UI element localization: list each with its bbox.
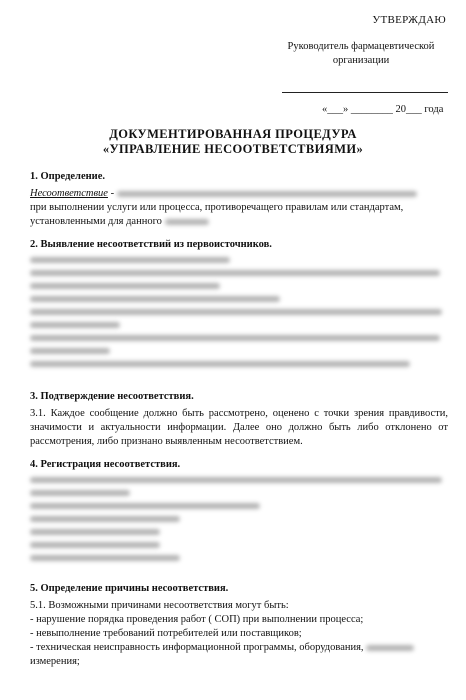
redacted-line [30, 516, 180, 522]
section-1-line3 [30, 215, 448, 229]
section-5-item: измерения; [30, 656, 80, 667]
section-1-term-suffix: - [107, 188, 117, 199]
section-cause [30, 582, 448, 669]
redacted-line [30, 270, 440, 276]
redacted-line [30, 477, 442, 483]
redacted-text [366, 645, 414, 651]
section-1-term: Несоответствие [30, 188, 108, 199]
redacted-line [30, 503, 260, 509]
section-5-item: - нарушение порядка проведения работ ( СОП) при выполнении процесса; [30, 614, 364, 625]
redacted-line [30, 296, 280, 302]
section-5-item [30, 641, 448, 655]
document-title [0, 127, 466, 157]
redacted-line [30, 490, 130, 496]
redacted-line [30, 542, 160, 548]
section-5-intro: 5.1. Возможными причинами несоответствия могут быть: [30, 600, 289, 611]
redacted-text [165, 219, 209, 225]
redacted-line [30, 335, 440, 341]
section-1-line3-text: установленными для данного [30, 216, 165, 227]
section-5-heading: 5. Определение причины несоответствия. [30, 583, 229, 594]
section-confirmation [30, 390, 448, 449]
section-1-line2: при выполнении услуги или процесса, противоречащего правилам или стандартам, [30, 202, 404, 213]
approval-role [266, 40, 456, 68]
section-3-text: 3.1. Каждое сообщение должно быть рассмотрено, оценено с точки зрения правдивости, значимости и актуальности информации. Далее оно должно быть либо отклонено от рассмотрения, либо признано выявленным несоответствием. [30, 408, 448, 447]
redacted-line [30, 283, 220, 289]
section-4-heading: 4. Регистрация несоответствия. [30, 459, 181, 470]
section-2-redacted-body [30, 257, 448, 367]
redacted-line [30, 529, 160, 535]
section-1-line1 [30, 187, 448, 201]
approval-title: УТВЕРЖДАЮ [372, 14, 446, 26]
redacted-line [30, 309, 442, 315]
approval-role-line1: Руководитель фармацевтической [287, 41, 435, 52]
document-title-line1: ДОКУМЕНТИРОВАННАЯ ПРОЦЕДУРА [109, 127, 357, 141]
document-title-line2: «УПРАВЛЕНИЕ НЕСООТВЕТСТВИЯМИ» [102, 142, 364, 156]
approval-role-line2: организации [332, 55, 390, 66]
redacted-line [30, 348, 110, 354]
redacted-text [117, 191, 417, 197]
section-3-heading: 3. Подтверждение несоответствия. [30, 391, 194, 402]
section-5-item: - невыполнение требований потребителей или поставщиков; [30, 628, 302, 639]
section-4-redacted-body [30, 477, 448, 561]
approval-date: «___» ________ 20___ года [322, 104, 444, 115]
redacted-line [30, 322, 120, 328]
redacted-line [30, 361, 410, 367]
redacted-line [30, 257, 230, 263]
redacted-line [30, 555, 180, 561]
section-detection [30, 238, 448, 374]
section-2-heading: 2. Выявление несоответствий из первоисточников. [30, 239, 272, 250]
signature-line [282, 92, 448, 93]
section-1-heading: 1. Определение. [30, 171, 105, 182]
section-registration [30, 458, 448, 568]
section-5-item-text: - техническая неисправность информационной программы, оборудования, [30, 642, 367, 653]
section-definition [30, 170, 448, 229]
